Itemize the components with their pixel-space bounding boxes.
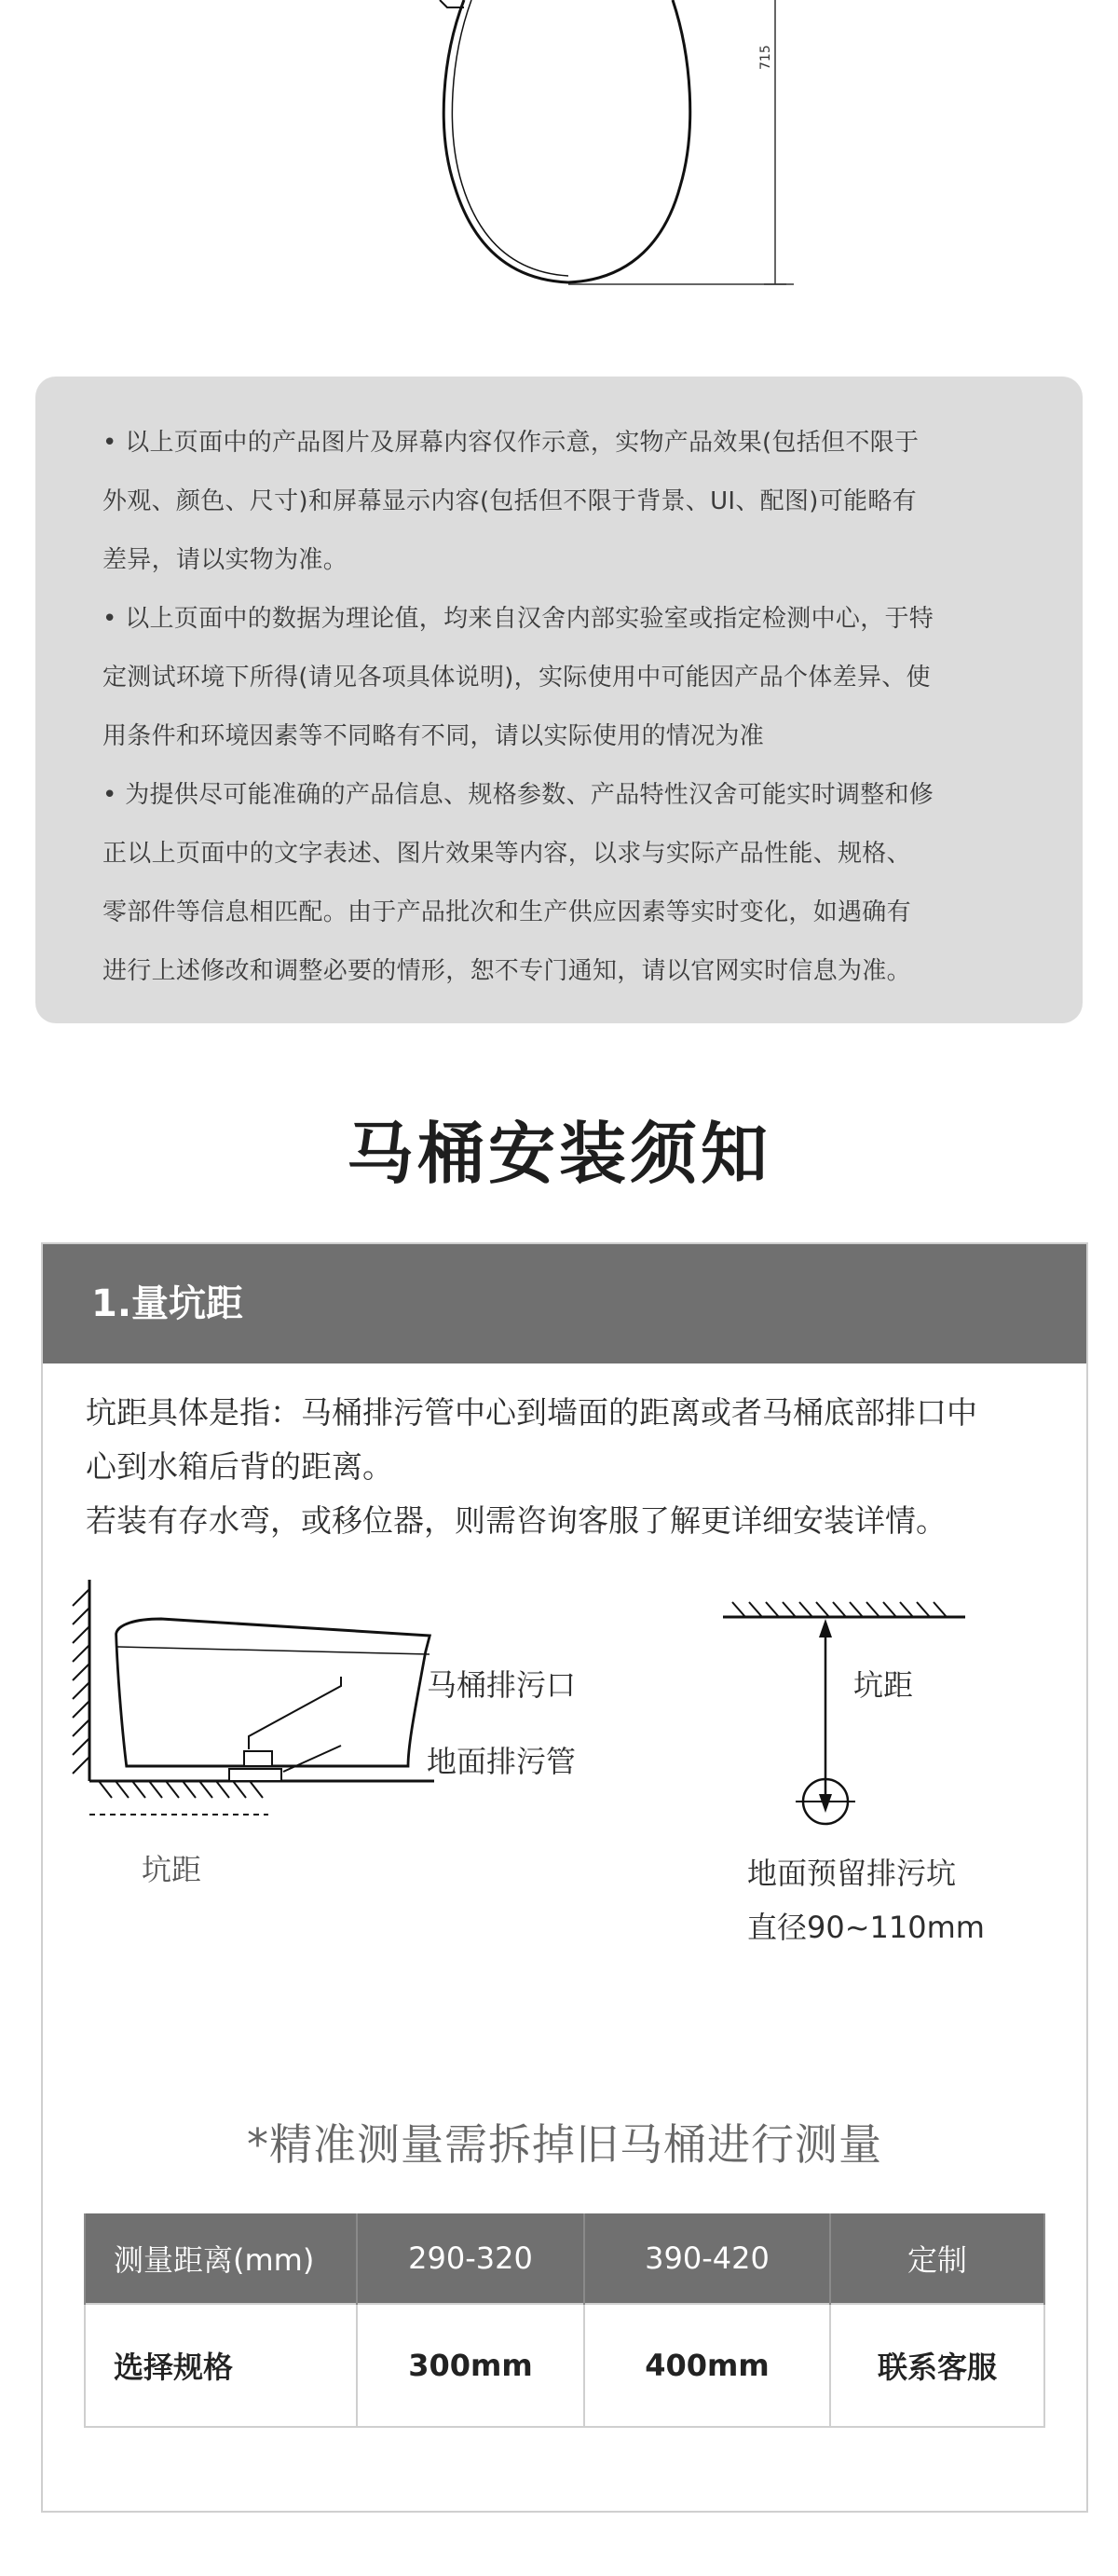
disclaimer-line: 进行上述修改和调整必要的情形，恕不专门通知，请以官网实时信息为准。 <box>102 957 911 985</box>
drain-caption-line2: 直径90~110mm <box>747 1910 985 1945</box>
disclaimer-line: 零部件等信息相匹配。由于产品批次和生产供应因素等实时变化，如遇确有 <box>102 898 911 926</box>
disclaimer-line: • 以上页面中的数据为理论值，均来自汉舍内部实验室或指定检测中心，于特 <box>102 605 934 633</box>
description-line: 心到水箱后背的距离。 <box>86 1448 393 1485</box>
table-cell: 400mm <box>584 2304 830 2427</box>
toilet-outline-svg <box>354 0 801 298</box>
measurement-note: *精准测量需拆掉旧马桶进行测量 <box>247 2119 882 2170</box>
table-header-row <box>85 2213 1044 2304</box>
outlet-label: 马桶排污口 <box>427 1667 577 1703</box>
disclaimer-line: 用条件和环境因素等不同略有不同，请以实际使用的情况为准 <box>102 722 765 750</box>
pipe-label: 地面排污管 <box>427 1744 577 1779</box>
description-line: 若装有存水弯，或移位器，则需咨询客服了解更详细安装详情。 <box>86 1502 947 1539</box>
distance-label-right: 坑距 <box>853 1667 914 1703</box>
disclaimer-line: • 以上页面中的产品图片及屏幕内容仅作示意，实物产品效果(包括但不限于 <box>102 429 920 457</box>
table-row <box>85 2304 1044 2427</box>
distance-label-left: 坑距 <box>142 1852 202 1887</box>
disclaimer-line: 差异，请以实物为准。 <box>102 546 348 574</box>
floor-drain-svg <box>695 1580 975 1841</box>
table-cell: 选择规格 <box>85 2304 357 2427</box>
table-header-cell: 测量距离(mm) <box>85 2213 357 2304</box>
disclaimer-line: 定测试环境下所得(请见各项具体说明)，实际使用中可能因产品个体差异、使 <box>102 664 931 692</box>
disclaimer-line: • 为提供尽可能准确的产品信息、规格参数、产品特性汉舍可能实时调整和修 <box>102 781 934 809</box>
disclaimer-line: 正以上页面中的文字表述、图片效果等内容，以求与实际产品性能、规格、 <box>102 840 911 868</box>
floor-drain-diagram <box>695 1580 975 1841</box>
toilet-top-view-drawing <box>354 0 801 298</box>
card-header: 1.量坑距 <box>43 1244 1086 1363</box>
installation-card <box>41 1242 1088 2513</box>
toilet-side-diagram <box>61 1580 453 1850</box>
section-title: 马桶安装须知 <box>346 1115 771 1193</box>
table-cell: 300mm <box>357 2304 584 2427</box>
disclaimer-box <box>35 377 1083 1023</box>
table-header-cell: 390-420 <box>584 2213 830 2304</box>
spec-table <box>84 2213 1045 2428</box>
description-line: 坑距具体是指：马桶排污管中心到墙面的距离或者马桶底部排口中 <box>86 1394 977 1431</box>
dimension-label: 715 <box>758 45 773 70</box>
toilet-side-svg <box>61 1580 453 1850</box>
card-description <box>86 1386 1055 1548</box>
drain-caption-line1: 地面预留排污坑 <box>747 1856 957 1891</box>
disclaimer-line: 外观、颜色、尺寸)和屏幕显示内容(包括但不限于背景、UI、配图)可能略有 <box>102 487 917 515</box>
table-cell: 联系客服 <box>830 2304 1044 2427</box>
table-header-cell: 定制 <box>830 2213 1044 2304</box>
table-header-cell: 290-320 <box>357 2213 584 2304</box>
